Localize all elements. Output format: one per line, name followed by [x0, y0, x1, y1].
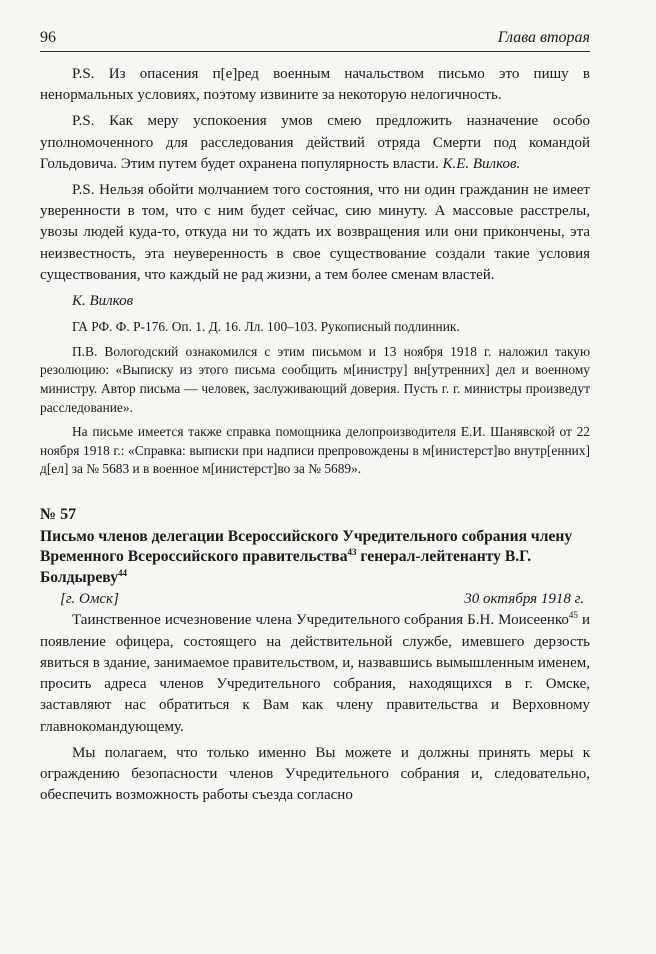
- running-header: [40, 28, 590, 52]
- chapter-title: Глава вторая: [497, 29, 590, 46]
- footnote-ref-43: 43: [347, 547, 357, 558]
- document-title-part2: генерал-лейтенанту В.Г. Болдыреву: [40, 548, 532, 586]
- paragraph-1-start: Таинственное исчезновение члена Учредительного собрания Б.Н. Моисеенко: [72, 612, 569, 629]
- letter-postscripts: [40, 64, 590, 312]
- document-title-part1: Письмо членов делегации Всероссийского Учредительного собрания члену Временного Всероссийского правительства: [40, 527, 573, 566]
- document-date: 30 октября 1918 г.: [464, 591, 584, 608]
- page-number: 96: [40, 29, 56, 46]
- footnote-ref-44: 44: [118, 567, 127, 578]
- document-number: № 57: [40, 505, 77, 523]
- reference-note: На письме имеется также справка помощника делопроизводителя Е.И. Шанявской от 22 ноября 1918 г.: «Справка: выписки при надписи препровождены в м[инистерст]во внутр[енних] д[ел] за № 5683 и в военное м[инистерст]во за № 5689».: [40, 424, 590, 477]
- document-title: [40, 527, 590, 589]
- archival-notes: [40, 318, 590, 479]
- place-date-line: [40, 589, 590, 610]
- letter-signature: К. Вилков: [72, 293, 134, 310]
- paragraph-1-rest: и появление офицера, состоящего на действительной службе, имевшего дерзость явиться в здание, занимаемое правительством, и, назвавшись вымышленным именем, просить адреса членов Учредительного собрания, находящихся в г. Омске, заставляют нас обратиться к Вам как члену правительства и Верховному главнокомандующему.: [40, 612, 590, 735]
- postscript-2-signature: К.Е. Вилков.: [442, 155, 521, 172]
- postscript-1: P.S. Из опасения п[е]ред военным начальством письмо это пишу в ненормальных условиях, поэтому извините за некоторую нелогичность.: [40, 66, 590, 104]
- document-place: [г. Омск]: [60, 591, 119, 608]
- document-paragraph-1: [40, 610, 590, 737]
- document-paragraph-2: Мы полагаем, что только именно Вы можете и должны принять меры к ограждению безопасности членов Учредительного собрания и, следовательно, обеспечить возможность работы съезда согласно: [40, 744, 590, 804]
- postscript-3: P.S. Нельзя обойти молчанием того состояния, что ни один гражданин не имеет уверенности в том, что с ним будет сейчас, сию минуту. А массовые расстрелы, увозы людей куда-то, откуда ни то ждать их возвращения или они прикончены, эта неизвестность, эта неуверенность в свое существование создали такие условия существования, что каждый не рад жизни, а тем более сменам властей.: [40, 182, 590, 283]
- archival-source: ГА РФ. Ф. Р-176. Оп. 1. Д. 16. Лл. 100–103. Рукописный подлинник.: [72, 319, 460, 335]
- footnote-ref-45: 45: [568, 610, 578, 621]
- document-body: [40, 610, 590, 806]
- book-page: [40, 28, 590, 806]
- postscript-2-text: P.S. Как меру успокоения умов смею предложить назначение особо уполномоченного для расследования действий отряда Смерти под командой Гольдовича. Этим путем будет охранена популярность власти.: [40, 113, 590, 172]
- postscript-2: [40, 111, 590, 175]
- resolution-note: П.В. Вологодский ознакомился с этим письмом и 13 ноября 1918 г. наложил такую резолюцию: «Выписку из этого письма сообщить м[инистру] вн[утренних] дел и военному министру. Автор письма — человек, заслуживающий доверия. Пусть г. г. министры произведут расследование».: [40, 343, 590, 415]
